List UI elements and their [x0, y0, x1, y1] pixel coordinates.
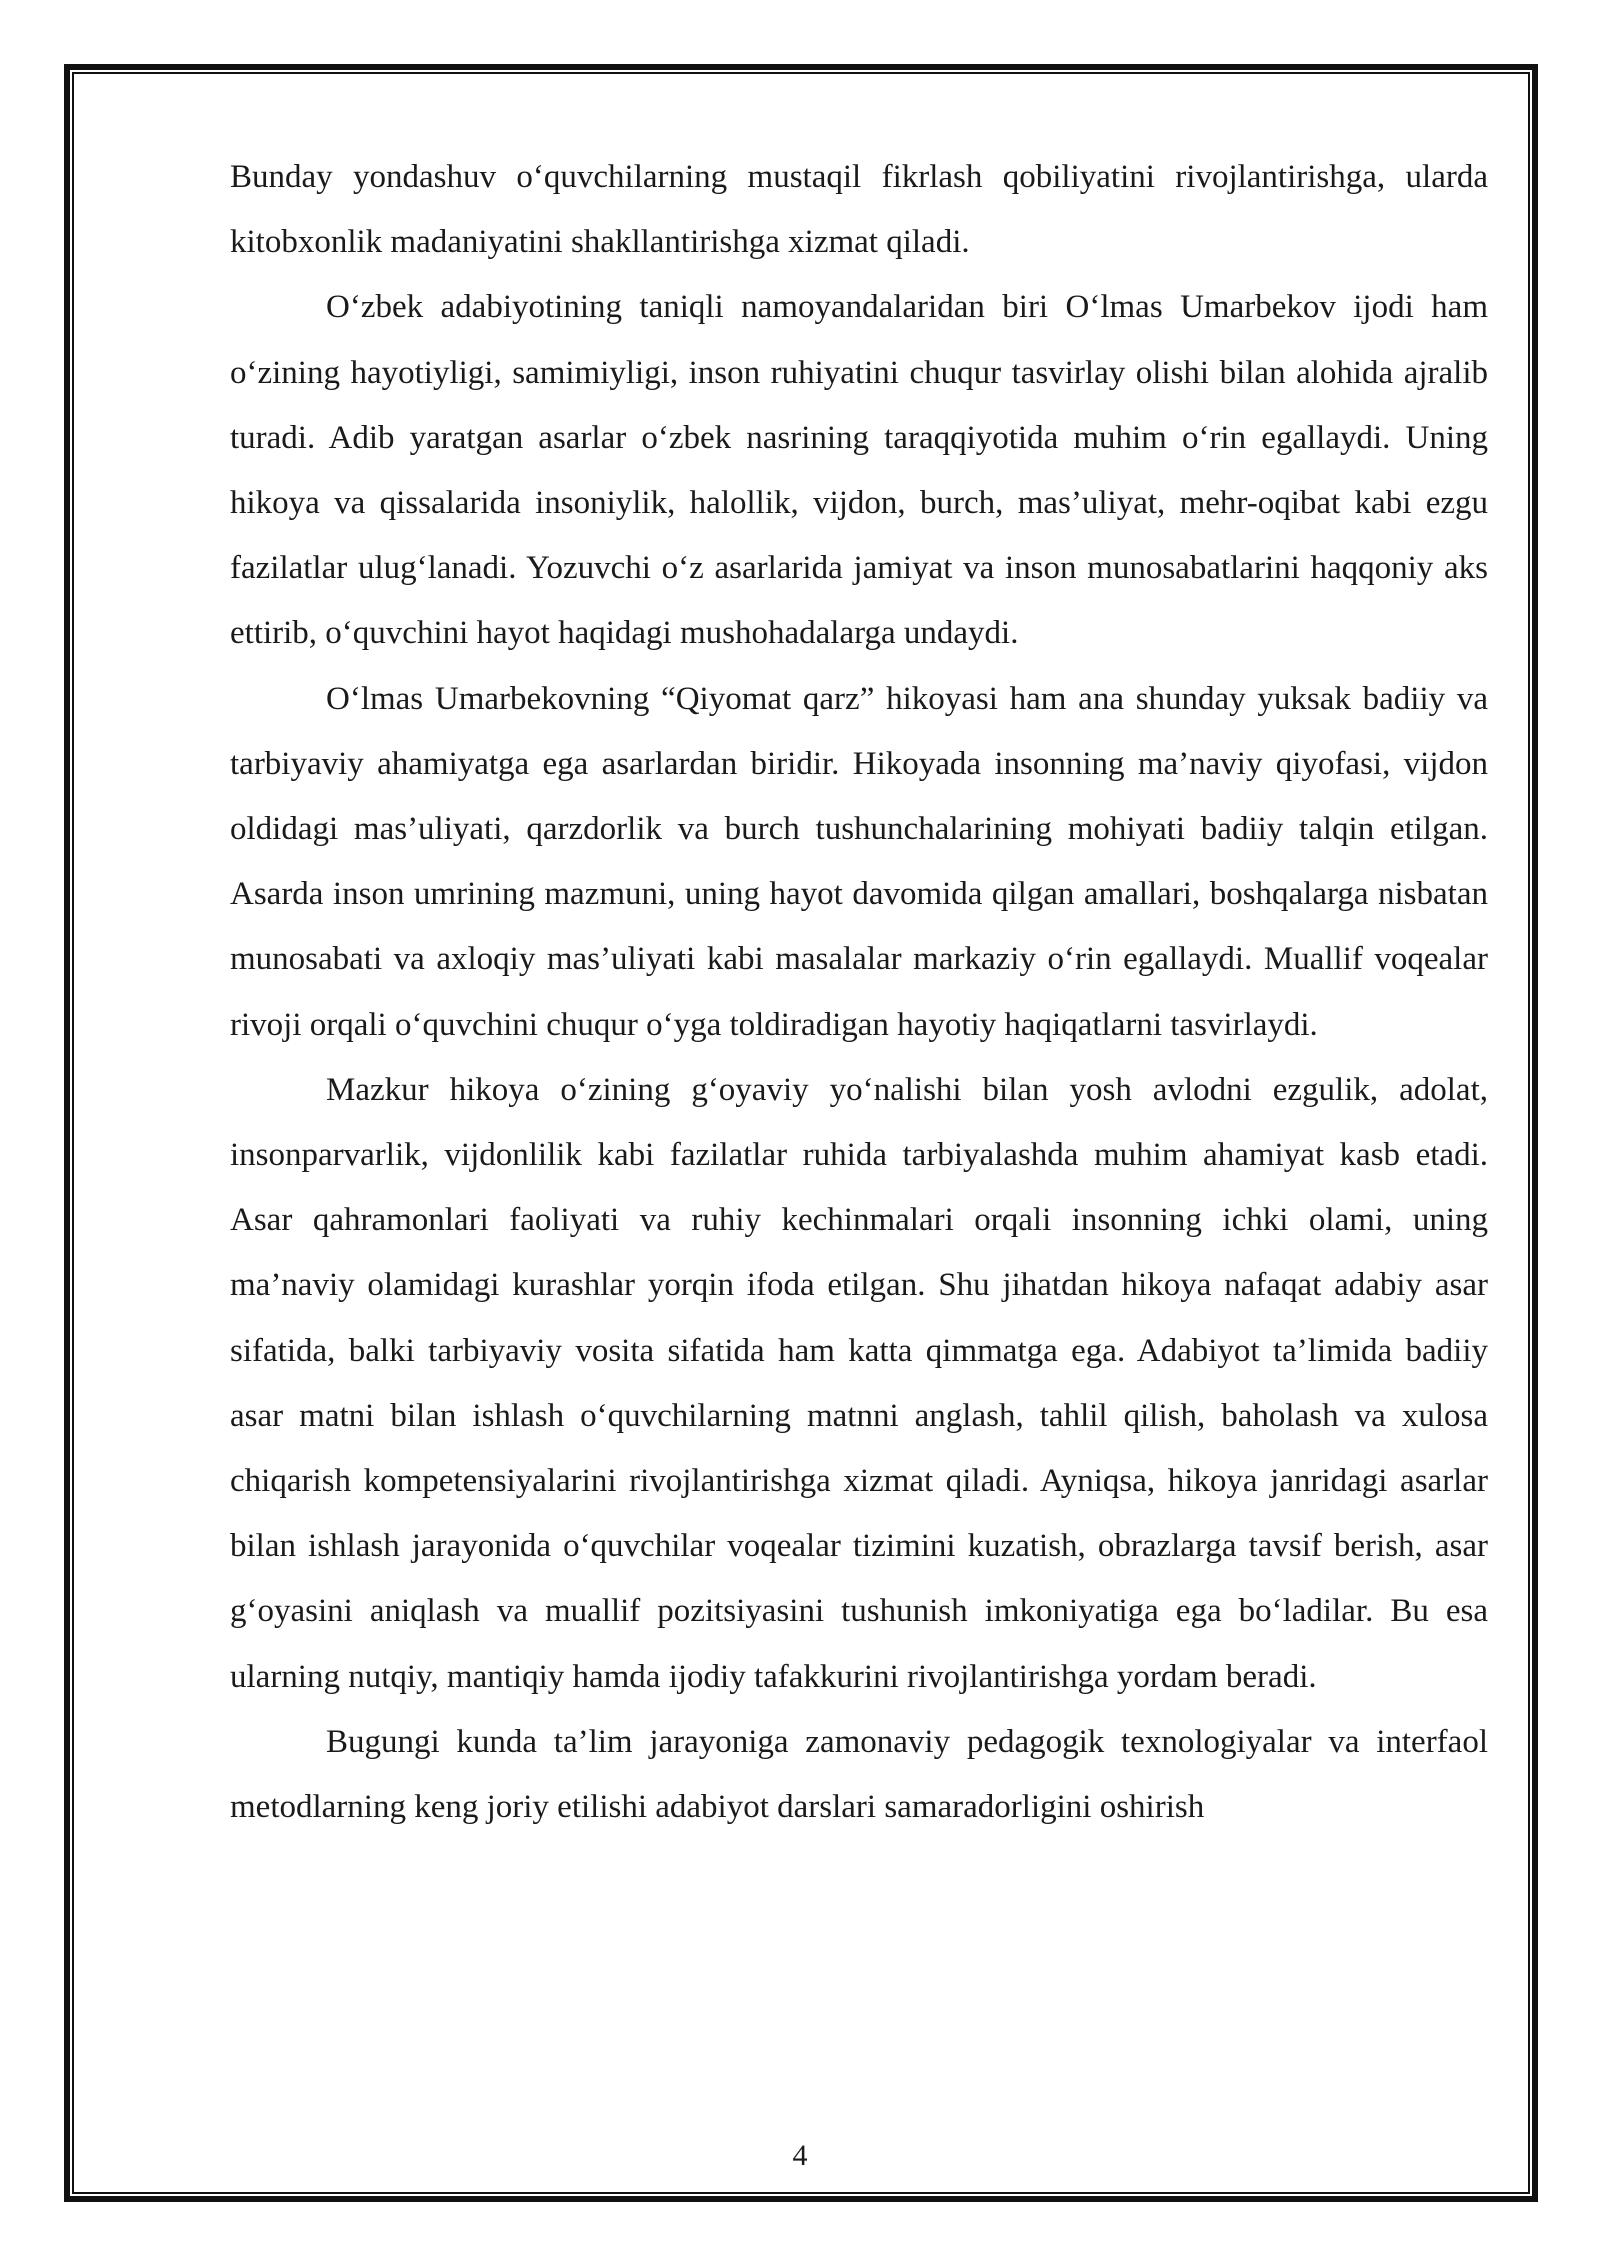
- paragraph-umarbekov-creativity: O‘zbek adabiyotining taniqli namoyandalaridan biri O‘lmas Umarbekov ijodi ham o‘zining hayotiyligi, samimiyligi, inson ruhiyatini chuqur tasvirlay olishi bilan alohida ajralib turadi. Adib yaratgan asarlar o‘zbek nasrining taraqqiyotida muhim o‘rin egallaydi. Uning hikoya va qissalarida insoniylik, halollik, vijdon, burch, mas’uliyat, mehr-oqibat kabi ezgu fazilatlar ulug‘lanadi. Yozuvchi o‘z asarlarida jamiyat va inson munosabatlarini haqqoniy aks ettirib, o‘quvchini hayot haqidagi mushohadalarga undaydi.: [230, 289, 1488, 652]
- paragraph-story-significance: Mazkur hikoya o‘zining g‘oyaviy yo‘nalishi bilan yosh avlodni ezgulik, adolat, insonparvarlik, vijdonlilik kabi fazilatlar ruhida tarbiyalashda muhim ahamiyat kasb etadi. Asar qahramonlari faoliyati va ruhiy kechinmalari orqali insonning ichki olami, uning ma’naviy olamidagi kurashlar yorqin ifoda etilgan. Shu jihatdan hikoya nafaqat adabiy asar sifatida, balki tarbiyaviy vosita sifatida ham katta qimmatga ega. Adabiyot ta’limida badiiy asar matni bilan ishlash o‘quvchilarning matnni anglash, tahlil qilish, baholash va xulosa chiqarish kompetensiyalarini rivojlantirishga xizmat qiladi. Ayniqsa, hikoya janridagi asarlar bilan ishlash jarayonida o‘quvchilar voqealar tizimini kuzatish, obrazlarga tavsif berish, asar g‘oyasini aniqlash va muallif pozitsiyasini tushunish imkoniyatiga ega bo‘ladilar. Bu esa ularning nutqiy, mantiqiy hamda ijodiy tafakkurini rivojlantirishga yordam beradi.: [230, 1071, 1488, 1695]
- paragraph-modern-technologies: Bugungi kunda ta’lim jarayoniga zamonaviy pedagogik texnologiyalar va interfaol metodlarning keng joriy etilishi adabiyot darslari samaradorligini oshirish: [230, 1723, 1488, 1826]
- paragraph-continuation: Bunday yondashuv o‘quvchilarning mustaqil fikrlash qobiliyatini rivojlantirishga, ularda kitobxonlik madaniyatini shakllantirishga xizmat qiladi.: [230, 159, 1488, 261]
- page-number: 4: [792, 2139, 808, 2172]
- page-body: [230, 145, 1488, 1840]
- paragraph-qiyomat-qarz: O‘lmas Umarbekovning “Qiyomat qarz” hikoyasi ham ana shunday yuksak badiiy va tarbiyaviy ahamiyatga ega asarlardan biridir. Hikoyada insonning ma’naviy qiyofasi, vijdon oldidagi mas’uliyati, qarzdorlik va burch tushunchalarining mohiyati badiiy talqin etilgan. Asarda inson umrining mazmuni, uning hayot davomida qilgan amallari, boshqalarga nisbatan munosabati va axloqiy mas’uliyati kabi masalalar markaziy o‘rin egallaydi. Muallif voqealar rivoji orqali o‘quvchini chuqur o‘yga toldiradigan hayotiy haqiqatlarni tasvirlaydi.: [230, 680, 1488, 1043]
